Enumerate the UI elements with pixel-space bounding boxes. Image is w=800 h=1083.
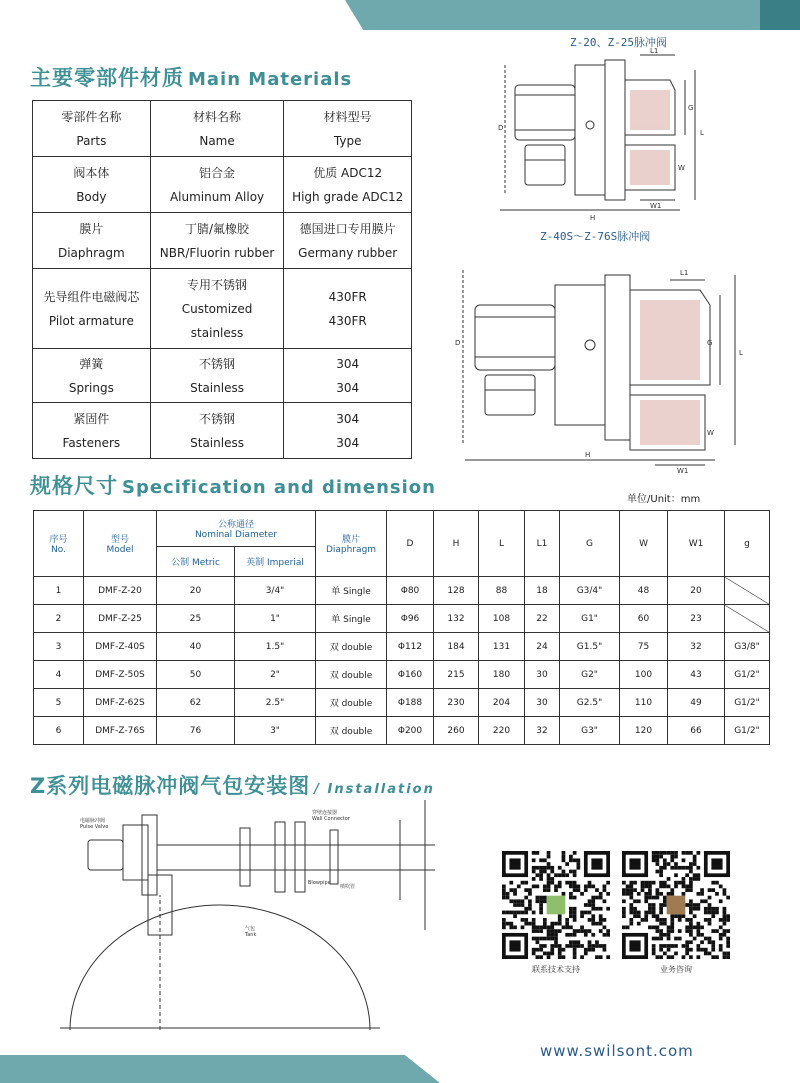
dim-label-W: W <box>707 429 714 437</box>
dim-label-H: H <box>590 214 596 222</box>
valve-drawing-large <box>455 245 745 475</box>
spec-cell-imperial: 1.5" <box>235 633 316 661</box>
spec-cell-l1: 18 <box>525 577 560 605</box>
material-cell: 专用不锈钢 Customized stainless <box>150 269 284 349</box>
spec-cell-imperial: 3/4" <box>235 577 316 605</box>
dim-label-L: L <box>700 129 704 137</box>
spec-cell-g: G3" <box>560 717 620 745</box>
spec-cell-imperial: 2.5" <box>235 689 316 717</box>
materials-table <box>32 100 412 459</box>
installation-heading <box>30 770 435 800</box>
spec-row <box>34 717 770 745</box>
spec-cell-h: 128 <box>434 577 479 605</box>
spec-cell-metric: 62 <box>157 689 235 717</box>
header-parts: 零部件名称 Parts <box>33 101 151 157</box>
label-blowpipe-en: Blowpipe <box>308 880 331 886</box>
qr-label-tech-support: 联系技术支持 <box>532 965 580 974</box>
spec-cell-w: 60 <box>620 605 668 633</box>
dim-label-G: G <box>688 104 694 112</box>
spec-cell-d: Φ160 <box>387 661 434 689</box>
spec-cell-no: 6 <box>34 717 84 745</box>
spec-table <box>33 510 770 745</box>
header-G: G <box>560 511 620 577</box>
header-type: 材料型号 Type <box>284 101 412 157</box>
header-W1: W1 <box>668 511 725 577</box>
spec-cell-w1: 32 <box>668 633 725 661</box>
spec-cell-l: 131 <box>479 633 525 661</box>
spec-cell-l: 180 <box>479 661 525 689</box>
dim-label-W1: W1 <box>677 467 689 475</box>
part-cell: 膜片 Diaphragm <box>33 213 151 269</box>
spec-cell-w1: 20 <box>668 577 725 605</box>
spec-cell-h: 260 <box>434 717 479 745</box>
spec-cell-g: G1/2" <box>725 661 770 689</box>
unit-label: 单位/Unit：mm <box>627 494 701 505</box>
spec-cell-w: 100 <box>620 661 668 689</box>
materials-header-row <box>33 101 412 157</box>
dim-label-W: W <box>678 164 685 172</box>
dim-label-H: H <box>585 451 591 459</box>
spec-cell-d: Φ96 <box>387 605 434 633</box>
spec-cell-l1: 24 <box>525 633 560 661</box>
spec-cell-model: DMF-Z-20 <box>84 577 157 605</box>
spec-cell-model: DMF-Z-50S <box>84 661 157 689</box>
spec-row <box>34 605 770 633</box>
dim-label-D: D <box>498 124 504 132</box>
spec-cell-g <box>725 577 770 605</box>
spec-cell-w: 110 <box>620 689 668 717</box>
spec-cell-diaphragm: 单 Single <box>316 605 387 633</box>
header-H: H <box>434 511 479 577</box>
spec-cell-metric: 76 <box>157 717 235 745</box>
spec-cell-diaphragm: 双 double <box>316 717 387 745</box>
spec-cell-w: 48 <box>620 577 668 605</box>
qr-label-business: 业务咨询 <box>660 965 692 974</box>
spec-cell-diaphragm: 单 Single <box>316 577 387 605</box>
spec-cell-l1: 22 <box>525 605 560 633</box>
spec-cell-no: 2 <box>34 605 84 633</box>
spec-cell-no: 5 <box>34 689 84 717</box>
material-cell: 丁腈/氟橡胶 NBR/Fluorin rubber <box>150 213 284 269</box>
header-L1: L1 <box>525 511 560 577</box>
spec-cell-h: 132 <box>434 605 479 633</box>
header-material-name: 材料名称 Name <box>150 101 284 157</box>
material-cell: 不锈钢 Stainless <box>150 349 284 403</box>
spec-cell-l: 220 <box>479 717 525 745</box>
spec-cell-g: G1/2" <box>725 689 770 717</box>
part-cell: 弹簧 Springs <box>33 349 151 403</box>
spec-cell-w1: 23 <box>668 605 725 633</box>
spec-cell-diaphragm: 双 double <box>316 633 387 661</box>
spec-cell-w: 75 <box>620 633 668 661</box>
spec-cell-l: 204 <box>479 689 525 717</box>
label-tank: 气包 <box>245 926 256 932</box>
type-cell: 优质 ADC12 High grade ADC12 <box>284 157 412 213</box>
spec-cell-g: G2.5" <box>560 689 620 717</box>
header-nominal: 公称通径 Nominal Diameter <box>157 511 316 547</box>
spec-cell-l1: 30 <box>525 661 560 689</box>
spec-cell-model: DMF-Z-62S <box>84 689 157 717</box>
spec-cell-w1: 43 <box>668 661 725 689</box>
label-blowpipe: 喷吹管 <box>340 884 356 890</box>
part-cell: 阀本体 Body <box>33 157 151 213</box>
type-cell: 304 304 <box>284 403 412 459</box>
header-no: 序号 No. <box>34 511 84 577</box>
part-cell: 紧固件 Fasteners <box>33 403 151 459</box>
drawing-1-title: Z-20、Z-25脉冲阀 <box>570 36 667 49</box>
spec-row <box>34 633 770 661</box>
installation-drawing <box>40 800 440 1030</box>
label-connector-en: Wall Connector <box>312 816 350 822</box>
valve-drawing-small <box>498 47 730 230</box>
label-valve: 电磁脉冲阀 <box>80 818 106 824</box>
heading-zh: 主要零部件材质 <box>30 66 184 90</box>
spec-cell-metric: 50 <box>157 661 235 689</box>
type-cell: 德国进口专用膜片 Germany rubber <box>284 213 412 269</box>
dim-label-W1: W1 <box>650 202 662 210</box>
spec-row <box>34 689 770 717</box>
spec-cell-no: 1 <box>34 577 84 605</box>
heading-zh: 规格尺寸 <box>30 474 118 498</box>
header-model: 型号 Model <box>84 511 157 577</box>
bottom-decorative-band <box>0 1055 440 1083</box>
spec-cell-g <box>725 605 770 633</box>
spec-cell-l1: 30 <box>525 689 560 717</box>
spec-cell-g: G1.5" <box>560 633 620 661</box>
header-L: L <box>479 511 525 577</box>
spec-cell-g: G3/4" <box>560 577 620 605</box>
materials-row <box>33 157 412 213</box>
spec-row <box>34 661 770 689</box>
spec-header-row <box>34 511 770 547</box>
header-W: W <box>620 511 668 577</box>
spec-cell-model: DMF-Z-76S <box>84 717 157 745</box>
spec-cell-d: Φ112 <box>387 633 434 661</box>
spec-cell-no: 3 <box>34 633 84 661</box>
heading-en: / Installation <box>314 782 435 797</box>
type-cell: 304 304 <box>284 349 412 403</box>
spec-cell-metric: 40 <box>157 633 235 661</box>
materials-row <box>33 213 412 269</box>
spec-cell-g: G1" <box>560 605 620 633</box>
material-cell: 不锈钢 Stainless <box>150 403 284 459</box>
spec-cell-g: G3/8" <box>725 633 770 661</box>
dim-label-L1: L1 <box>650 47 659 55</box>
spec-cell-imperial: 3" <box>235 717 316 745</box>
drawing-2-title: Z-40S～Z-76S脉冲阀 <box>540 230 651 243</box>
header-metric: 公制 Metric <box>157 547 235 577</box>
dim-label-D: D <box>455 339 461 347</box>
spec-cell-d: Φ200 <box>387 717 434 745</box>
type-cell: 430FR 430FR <box>284 269 412 349</box>
spec-cell-w1: 49 <box>668 689 725 717</box>
spec-cell-metric: 20 <box>157 577 235 605</box>
label-tank-en: Tank <box>245 932 257 938</box>
heading-en: Specification and dimension <box>122 477 436 498</box>
header-imperial: 英制 Imperial <box>235 547 316 577</box>
spec-cell-imperial: 2" <box>235 661 316 689</box>
website-url[interactable]: www.swilsont.com <box>540 1042 694 1060</box>
material-cell: 铝合金 Aluminum Alloy <box>150 157 284 213</box>
materials-row <box>33 403 412 459</box>
heading-zh: Z系列电磁脉冲阀气包安装图 <box>30 774 311 798</box>
spec-cell-diaphragm: 双 double <box>316 661 387 689</box>
spec-cell-g: G2" <box>560 661 620 689</box>
spec-cell-diaphragm: 双 double <box>316 689 387 717</box>
spec-cell-model: DMF-Z-40S <box>84 633 157 661</box>
qr-code-tech-support <box>502 851 610 959</box>
spec-cell-g: G1/2" <box>725 717 770 745</box>
spec-cell-l: 88 <box>479 577 525 605</box>
top-decorative-band-dark <box>760 0 800 30</box>
spec-cell-l1: 32 <box>525 717 560 745</box>
header-D: D <box>387 511 434 577</box>
main-materials-heading <box>30 62 352 92</box>
dim-label-L: L <box>739 349 743 357</box>
dim-label-L1: L1 <box>680 269 689 277</box>
spec-cell-d: Φ188 <box>387 689 434 717</box>
label-connector: 穿壁连接器 <box>312 810 338 816</box>
top-decorative-band <box>345 0 800 30</box>
spec-cell-w: 120 <box>620 717 668 745</box>
spec-heading <box>30 470 436 500</box>
dim-label-G: G <box>707 339 713 347</box>
spec-cell-h: 230 <box>434 689 479 717</box>
spec-cell-model: DMF-Z-25 <box>84 605 157 633</box>
spec-cell-w1: 66 <box>668 717 725 745</box>
header-diaphragm: 膜片 Diaphragm <box>316 511 387 577</box>
materials-row <box>33 349 412 403</box>
qr-code-business <box>622 851 730 959</box>
spec-cell-metric: 25 <box>157 605 235 633</box>
spec-cell-l: 108 <box>479 605 525 633</box>
heading-en: Main Materials <box>188 69 353 90</box>
spec-cell-d: Φ80 <box>387 577 434 605</box>
spec-cell-imperial: 1" <box>235 605 316 633</box>
spec-cell-no: 4 <box>34 661 84 689</box>
header-g: g <box>725 511 770 577</box>
materials-row <box>33 269 412 349</box>
label-valve-en: Pulse Valve <box>80 824 109 830</box>
spec-cell-h: 215 <box>434 661 479 689</box>
part-cell: 先导组件电磁阀芯 Pilot armature <box>33 269 151 349</box>
spec-row <box>34 577 770 605</box>
spec-cell-h: 184 <box>434 633 479 661</box>
